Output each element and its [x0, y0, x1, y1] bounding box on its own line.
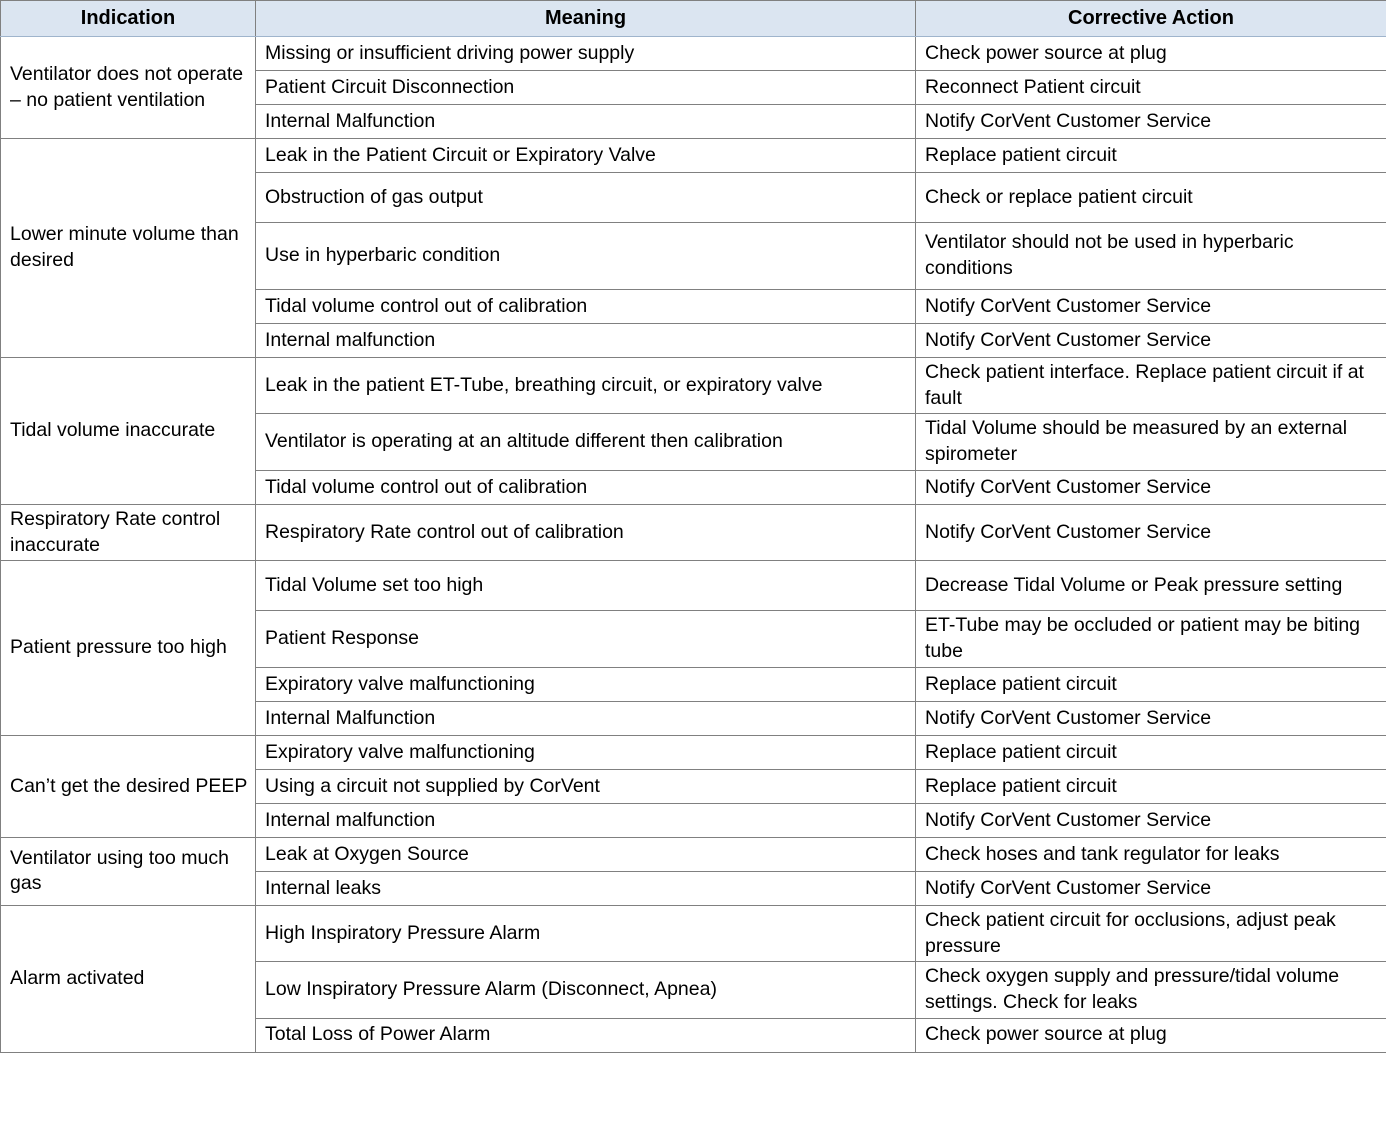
- column-header-corrective-action: Corrective Action: [916, 1, 1386, 37]
- corrective-action-cell: Notify CorVent Customer Service: [916, 803, 1386, 837]
- meaning-cell: Patient Circuit Disconnection: [256, 71, 916, 105]
- meaning-cell: Tidal volume control out of calibration: [256, 470, 916, 504]
- meaning-cell: Tidal Volume set too high: [256, 561, 916, 611]
- corrective-action-cell: Check power source at plug: [916, 1018, 1386, 1052]
- corrective-action-cell: Notify CorVent Customer Service: [916, 105, 1386, 139]
- corrective-action-cell: Notify CorVent Customer Service: [916, 871, 1386, 905]
- meaning-cell: Using a circuit not supplied by CorVent: [256, 769, 916, 803]
- indication-cell: Alarm activated: [1, 905, 256, 1052]
- corrective-action-cell: Check patient circuit for occlusions, adjust peak pressure: [916, 905, 1386, 961]
- table-row: [1, 358, 1386, 414]
- meaning-cell: Missing or insufficient driving power supply: [256, 37, 916, 71]
- corrective-action-cell: Tidal Volume should be measured by an external spirometer: [916, 414, 1386, 470]
- table-row: [1, 837, 1386, 871]
- corrective-action-cell: Replace patient circuit: [916, 667, 1386, 701]
- meaning-cell: Respiratory Rate control out of calibration: [256, 504, 916, 560]
- indication-cell: Ventilator using too much gas: [1, 837, 256, 905]
- meaning-cell: Low Inspiratory Pressure Alarm (Disconnect, Apnea): [256, 962, 916, 1018]
- corrective-action-cell: Check power source at plug: [916, 37, 1386, 71]
- table-body: [1, 37, 1386, 1053]
- meaning-cell: Expiratory valve malfunctioning: [256, 667, 916, 701]
- corrective-action-cell: Replace patient circuit: [916, 139, 1386, 173]
- corrective-action-cell: Ventilator should not be used in hyperbaric conditions: [916, 223, 1386, 290]
- corrective-action-cell: Check hoses and tank regulator for leaks: [916, 837, 1386, 871]
- meaning-cell: Internal Malfunction: [256, 105, 916, 139]
- corrective-action-cell: Decrease Tidal Volume or Peak pressure setting: [916, 561, 1386, 611]
- meaning-cell: Internal malfunction: [256, 324, 916, 358]
- corrective-action-cell: Notify CorVent Customer Service: [916, 701, 1386, 735]
- column-header-indication: Indication: [1, 1, 256, 37]
- meaning-cell: Leak in the patient ET-Tube, breathing circuit, or expiratory valve: [256, 358, 916, 414]
- meaning-cell: Internal leaks: [256, 871, 916, 905]
- corrective-action-cell: Replace patient circuit: [916, 769, 1386, 803]
- table-header-row: [1, 1, 1386, 37]
- meaning-cell: Internal Malfunction: [256, 701, 916, 735]
- corrective-action-cell: Check oxygen supply and pressure/tidal volume settings. Check for leaks: [916, 962, 1386, 1018]
- table-row: [1, 37, 1386, 71]
- table-row: [1, 905, 1386, 961]
- meaning-cell: Ventilator is operating at an altitude different then calibration: [256, 414, 916, 470]
- indication-cell: Ventilator does not operate – no patient ventilation: [1, 37, 256, 139]
- column-header-meaning: Meaning: [256, 1, 916, 37]
- indication-cell: Can’t get the desired PEEP: [1, 735, 256, 837]
- meaning-cell: Use in hyperbaric condition: [256, 223, 916, 290]
- corrective-action-cell: Reconnect Patient circuit: [916, 71, 1386, 105]
- table-row: [1, 139, 1386, 173]
- meaning-cell: Internal malfunction: [256, 803, 916, 837]
- corrective-action-cell: Notify CorVent Customer Service: [916, 290, 1386, 324]
- meaning-cell: Patient Response: [256, 611, 916, 667]
- table-header: [1, 1, 1386, 37]
- corrective-action-cell: Check patient interface. Replace patient circuit if at fault: [916, 358, 1386, 414]
- corrective-action-cell: Replace patient circuit: [916, 735, 1386, 769]
- indication-cell: Tidal volume inaccurate: [1, 358, 256, 505]
- corrective-action-cell: Notify CorVent Customer Service: [916, 504, 1386, 560]
- meaning-cell: High Inspiratory Pressure Alarm: [256, 905, 916, 961]
- corrective-action-cell: Check or replace patient circuit: [916, 173, 1386, 223]
- indication-cell: Respiratory Rate control inaccurate: [1, 504, 256, 560]
- meaning-cell: Expiratory valve malfunctioning: [256, 735, 916, 769]
- table-row: [1, 504, 1386, 560]
- corrective-action-cell: ET-Tube may be occluded or patient may be biting tube: [916, 611, 1386, 667]
- table-row: [1, 735, 1386, 769]
- table-row: [1, 561, 1386, 611]
- corrective-action-cell: Notify CorVent Customer Service: [916, 470, 1386, 504]
- meaning-cell: Leak in the Patient Circuit or Expiratory Valve: [256, 139, 916, 173]
- meaning-cell: Total Loss of Power Alarm: [256, 1018, 916, 1052]
- meaning-cell: Leak at Oxygen Source: [256, 837, 916, 871]
- indication-cell: Lower minute volume than desired: [1, 139, 256, 358]
- meaning-cell: Obstruction of gas output: [256, 173, 916, 223]
- indication-cell: Patient pressure too high: [1, 561, 256, 735]
- meaning-cell: Tidal volume control out of calibration: [256, 290, 916, 324]
- corrective-action-cell: Notify CorVent Customer Service: [916, 324, 1386, 358]
